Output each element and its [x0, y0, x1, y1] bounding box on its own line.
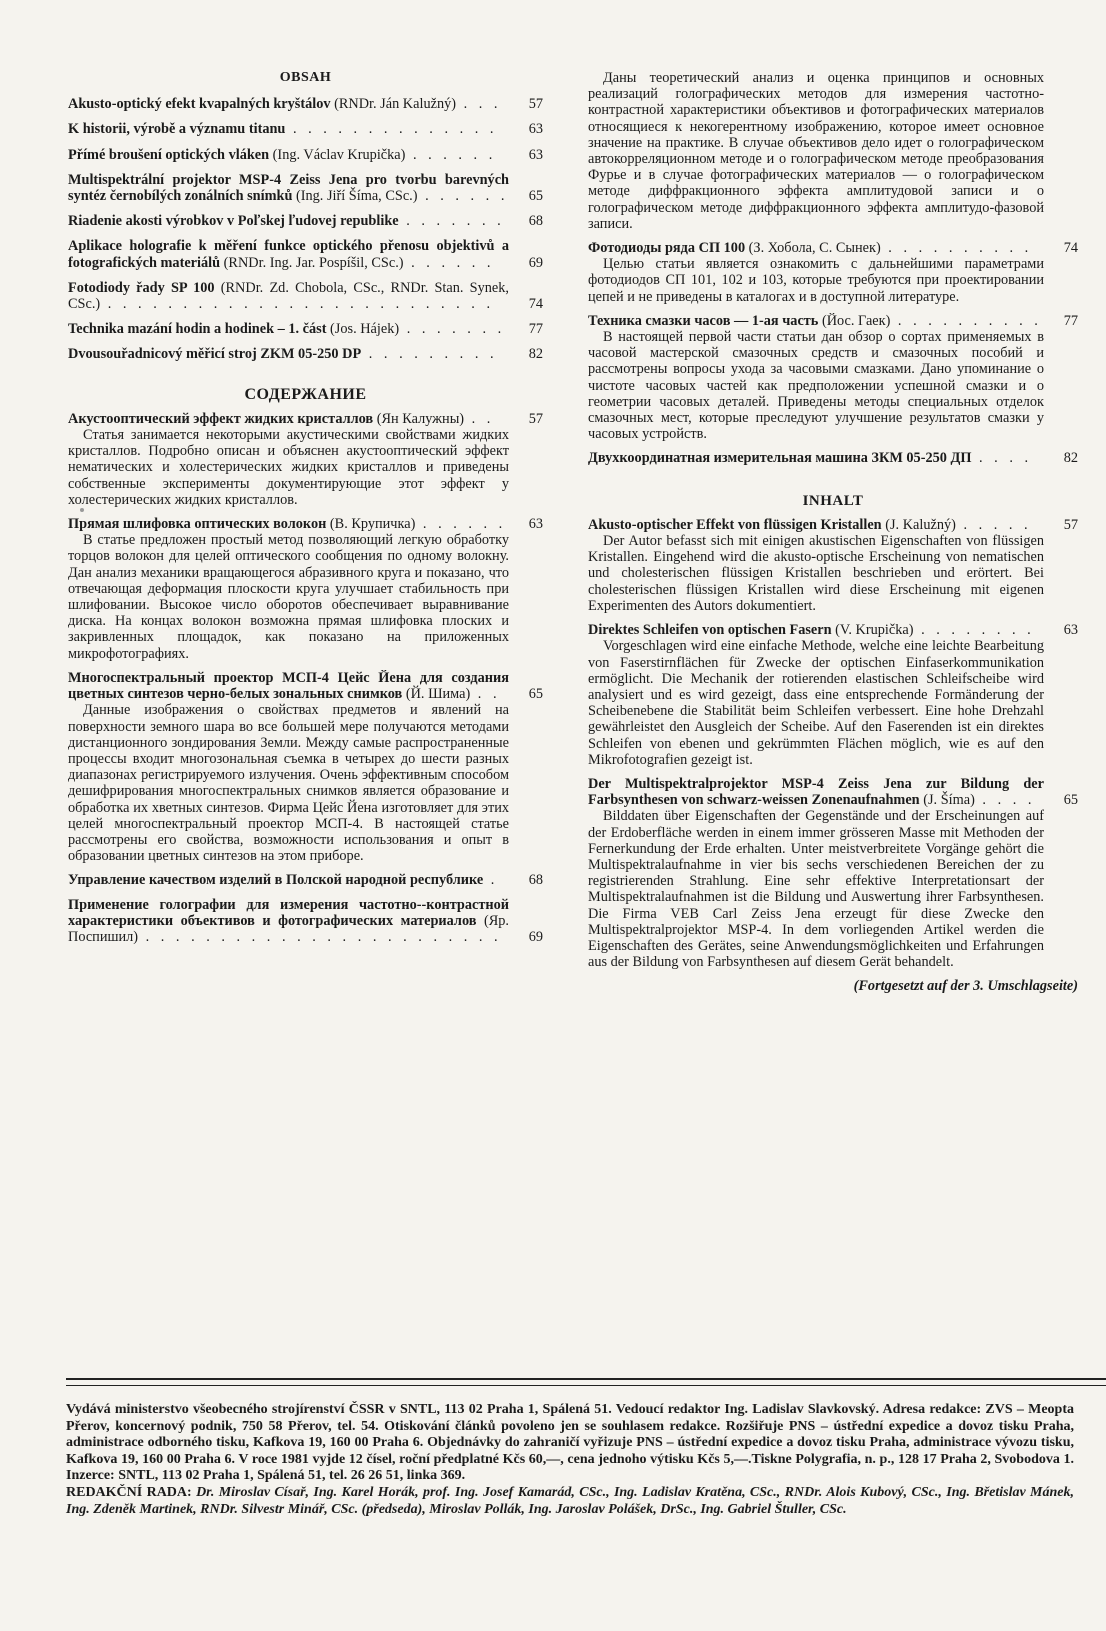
- editorial-board-members: Dr. Miroslav Císař, Ing. Karel Horák, prof. Ing. Josef Kamarád, CSc., Ing. Ladislav Kratěna, CSc., RNDr. Alois Kubový, CSc., Ing. Břetislav Mánek, Ing. Zdeněk Martinek, RNDr. Silvestr Minář, CSc. (předseda), Miroslav Pollák, Ing. Jaroslav Polášek, DrSc., Ing. Gabriel Štuller, CSc.: [66, 1484, 1074, 1517]
- ru-intro-abstract: Даны теоретический анализ и оценка принципов и основных реализаций голографических методов для измерения частотно-контрастной характеристики объективов и фотографических материалов относящиеся к некогерентному изображению, которое имеет основное значение на практике. В случае объективов дело идет о голографическом автокорреляционном методе и о голографическом методе преобразования Фурье и в случае фотографических материалов — о голографическом методе диффракционного эффекта амплитудовой записи и о голографическом методе диффракционного эффекта амплитудо-фазовой записи.: [588, 70, 1044, 232]
- article-abstract: Целью статьи является ознакомить с дальнейшими параметрами фотодиодов СП 101, 102 и 103, которые требуются при проектировании цепей и не приведены в каталогах и в доступной литературе.: [588, 256, 1044, 305]
- toc-entry: [68, 872, 543, 888]
- toc-entry-heading: [68, 213, 543, 229]
- toc-entry-text: [68, 213, 509, 229]
- article-author: (Ing. Václav Krupička): [269, 146, 406, 163]
- toc-entry-heading: [68, 872, 543, 888]
- leader-dots: . . . . . .: [417, 188, 509, 205]
- leader-dots: .: [483, 872, 499, 889]
- toc-entry-text: [68, 96, 509, 112]
- toc-entry: [68, 96, 543, 112]
- article-title: Direktes Schleifen von optischen Fasern: [588, 622, 832, 639]
- leader-dots: . . . . . .: [403, 254, 495, 271]
- leader-dots: . . . . .: [955, 516, 1032, 533]
- imprint: [66, 1402, 1074, 1518]
- leader-dots: . . . . . . . . . . . . . .: [285, 121, 498, 138]
- page-number: 77: [528, 321, 543, 338]
- toc-entry-text: [68, 516, 509, 532]
- toc-entry: [588, 450, 1078, 466]
- ru-continued-list: [588, 240, 1078, 467]
- page-number: 68: [528, 213, 543, 230]
- toc-entry-text: [588, 240, 1044, 256]
- page-number: 68: [528, 872, 543, 889]
- toc-entry: [68, 238, 543, 270]
- article-author: (Ing. Jiří Šíma, CSc.): [292, 188, 418, 205]
- toc-entry-heading: [68, 516, 543, 532]
- article-abstract: Данные изображения о свойствах предметов и явлений на поверхности земного шара во все большей мере получаются методами дистанционного зондирования Земли. Между самые распространенные процессы входит многозональная съемка в четырех до шести разных диапазонах регистрируемого излучения. Очень эффективным способом дешифрирования многоспектральных снимков является образование и обработка их хветных синтезов. Фирма Цейс Йена изготовляет для этих целей многоспектральный проектор МСП-4. В настоящей статье рассмотрены его свойства, возможности использования и опыт в образовании цветных синтезов на этом приборе.: [68, 702, 509, 865]
- toc-entry-heading: [68, 670, 543, 702]
- article-title: Двухкоординатная измерительная машина ЗКМ 05-250 ДП: [588, 450, 972, 467]
- toc-entry-text: [68, 121, 509, 137]
- leader-dots: . . . . . . .: [398, 213, 505, 230]
- leader-dots: . . . . . . .: [399, 321, 506, 338]
- toc-entry: [68, 516, 543, 662]
- toc-entry: [68, 346, 543, 362]
- obsah-heading: OBSAH: [279, 70, 332, 85]
- soderzhanie-list: [68, 411, 543, 945]
- article-title: Multispektrální projektor MSP-4 Zeiss Jena pro tvorbu barevných syntéz černobílých zonálních snímků: [68, 171, 509, 205]
- article-title: Riadenie akosti výrobkov v Poľskej ľudovej republike: [68, 213, 399, 230]
- leader-dots: . . . . . .: [405, 146, 497, 163]
- toc-entry-text: [68, 872, 509, 888]
- toc-entry-text: [588, 450, 1044, 466]
- article-title: K historii, výrobě a významu titanu: [68, 121, 286, 138]
- article-title: Fotodiody řady SP 100: [68, 279, 215, 296]
- toc-entry-heading: [588, 313, 1078, 329]
- article-title: Aplikace holografie k měření funkce optického přenosu objektivů a fotografických materiálů: [68, 238, 509, 271]
- toc-entry-heading: [68, 172, 543, 204]
- article-title: Управление качеством изделий в Полской народной республике: [68, 872, 484, 889]
- toc-entry: [588, 776, 1078, 970]
- editorial-board-label: REDAKČNÍ RADA:: [66, 1484, 192, 1500]
- toc-entry: [68, 280, 543, 312]
- article-author: (Йос. Гаек): [818, 312, 891, 329]
- toc-entry: [68, 213, 543, 229]
- footer-rule: [66, 1378, 1106, 1380]
- article-author: (V. Krupička): [831, 622, 914, 639]
- toc-entry-heading: [588, 622, 1078, 638]
- toc-entry: [68, 897, 543, 946]
- leader-dots: . . .: [456, 96, 502, 113]
- toc-entry: [588, 313, 1078, 443]
- article-author: (З. Хобола, С. Сынек): [745, 240, 881, 257]
- toc-entry-heading: [588, 776, 1078, 808]
- leader-dots: . .: [464, 410, 495, 427]
- article-author: (RNDr. Ing. Jar. Pospíšil, CSc.): [220, 254, 404, 271]
- editorial-board: [66, 1485, 1074, 1518]
- toc-entry-text: [68, 411, 509, 427]
- imprint-text: Vydává ministerstvo všeobecného strojírenství ČSSR v SNTL, 113 02 Praha 1, Spálená 51. Vedoucí redaktor Ing. Ladislav Slavkovský. Adresa redakce: ZVS – Meopta Přerov, koncernový podnik, 750 58 Přerov, tel. 54. Otiskování článků povoleno jen se souhlasem redakce. Rozšiřuje PNS – ústřední expedice a dovoz tisku Praha, administrace odborného tisku, Kafkova 19, 160 00 Praha 6. Objednávky do zahraničí vyřizuje PNS – ústřední expedice a dovoz tisku Praha, administrace vývozu tisku, Kafkova 19, 160 00 Praha 6. V roce 1981 vyjde 12 čísel, roční předplatné Kčs 60,—, cena jednoho výtisku Kčs 5,—.Tiskne Polygrafia, n. p., 128 17 Praha 2, Svobodova 1. Inzerce: SNTL, 113 02 Praha 1, Spálená 51, tel. 26 26 51, linka 369.: [66, 1402, 1074, 1484]
- page-number: 77: [1063, 312, 1078, 329]
- page-number: 57: [528, 410, 543, 427]
- toc-entry-text: [588, 313, 1044, 329]
- toc-entry: [588, 517, 1078, 614]
- article-author: (Яр. Поспишил): [68, 912, 509, 945]
- toc-entry-heading: [68, 321, 543, 337]
- toc-entry-heading: [68, 147, 543, 163]
- article-author: (Й. Шима): [402, 686, 471, 703]
- print-speck: [80, 508, 84, 512]
- page-number: 65: [1063, 792, 1078, 809]
- article-title: Der Multispektralprojektor MSP-4 Zeiss Jena zur Bildung der Farbsynthesen von schwarz-weissen Zonenaufnahmen: [588, 775, 1044, 809]
- toc-entry: [68, 321, 543, 337]
- article-title: Přímé broušení optických vláken: [68, 146, 270, 163]
- toc-entry-heading: [68, 280, 543, 312]
- page-number: 74: [528, 296, 543, 313]
- page-number: 69: [528, 928, 543, 945]
- article-abstract: Статья занимается некоторыми акустическими свойствами жидких кристаллов. Подробно описан и объяснен акустооптический эффект нематических и холестерических жидких кристаллов и приведены собственные эксперименты документирующие этот эффект у холестерических жидких кристаллов.: [68, 427, 509, 508]
- page-number: 63: [528, 516, 543, 533]
- footer-rule-thin: [66, 1385, 1106, 1386]
- toc-entry-text: [68, 280, 509, 312]
- inhalt-heading: INHALT: [802, 492, 864, 509]
- toc-entry: [68, 411, 543, 508]
- leader-dots: . . . . . . . . . . . . . . . . . . . . . . . . . .: [100, 296, 495, 313]
- right-column: [588, 70, 1078, 995]
- leader-dots: . .: [470, 686, 501, 703]
- toc-entry-heading: [68, 411, 543, 427]
- article-title: Akusto-optischer Effekt von flüssigen Kristallen: [588, 516, 882, 533]
- article-abstract: Bilddaten über Eigenschaften der Gegenstände und der Erscheinungen auf der Erdoberfläche werden in einem immer grösseren Masse mit Methoden der Fernerkundung der Erde erhalten. Unter meistverbreitete Vorgänge gehört die Multispektralaufnahme in vier bis sechs verschiedenen Bereichen der zu registrierenden Strahlung. Eine sehr effektive Interpretationsart der Multispektralaufnahmen ist die Bildung und Auswertung ihrer Farbsynthesen. Die Firma VEB Carl Zeiss Jena erzeugt für diese Zwecke den Multispektralprojektor MSP-4. In dem vorliegenden Artikel werden die Eigenschaften des Gerätes, seine Anwendungsmöglichkeiten und Erfahrungen aus der Bildung von Farbsynthesen auf diesem Gerät behandelt.: [588, 808, 1044, 971]
- toc-entry: [68, 670, 543, 864]
- toc-entry-heading: [68, 238, 543, 270]
- article-abstract: В настоящей первой части статьи дан обзор о сортах применяемых в часовой мастерской смазочных средств и смазочных пособий и рассмотрены вопросы ухода за часовыми смазками. Дано упоминание о чистоте часовых частей как предположении успешной смазки и о геометрии часовых деталей. Приведены методы специальных отделок смазочных мест, которые преследуют улучшение результатов смазки у часовых устройств.: [588, 329, 1044, 443]
- leader-dots: . . . . . . . . . .: [890, 312, 1042, 329]
- toc-entry-text: [588, 517, 1044, 533]
- article-author: (RNDr. Zd. Chobola, CSc., RNDr. Stan. Synek, CSc.): [68, 279, 509, 313]
- article-title: Многоспектральный проектор МСП-4 Цейс Йена для создания цветных синтезов черно-белых зональных снимков: [68, 669, 509, 703]
- leader-dots: . . . . . . . . .: [361, 346, 498, 363]
- toc-entry: [588, 240, 1078, 305]
- left-column: [68, 70, 543, 953]
- toc-entry-heading: [588, 450, 1078, 466]
- page-number: 65: [528, 188, 543, 205]
- article-title: Akusto-optický efekt kvapalných kryštálov: [68, 96, 331, 113]
- article-title: Прямая шлифовка оптических волокон: [68, 516, 327, 533]
- toc-entry: [68, 121, 543, 137]
- article-title: Техника смазки часов — 1-ая часть: [588, 312, 819, 329]
- leader-dots: . . . . . .: [415, 516, 507, 533]
- page-number: 65: [528, 686, 543, 703]
- toc-entry-text: [588, 776, 1044, 808]
- article-author: (RNDr. Ján Kalužný): [330, 96, 456, 113]
- page-number: 82: [528, 346, 543, 363]
- leader-dots: . . . . . . . . . . . . . . . . . . . . . . . .: [138, 928, 502, 945]
- inhalt-list: [588, 517, 1078, 970]
- leader-dots: . . . . . . . .: [913, 622, 1035, 639]
- toc-entry-heading: [588, 240, 1078, 256]
- page-number: 63: [528, 121, 543, 138]
- article-author: (Ян Калужны): [373, 410, 465, 427]
- toc-entry-text: [68, 238, 509, 270]
- toc-entry-text: [68, 172, 509, 204]
- toc-entry-text: [68, 147, 509, 163]
- toc-entry-heading: [68, 346, 543, 362]
- article-abstract: Vorgeschlagen wird eine einfache Methode, welche eine leichte Bearbeitung von Faserstirnflächen für Zwecke der optischen Einfaserkommunikation ermöglicht. Die Mechanik der rotierenden elastischen Schleifscheibe wird analysiert und es wird gezeigt, dass eine entsprechende Formänderung der Scheibenebene die Stabilität beim Schleifen verbessert. Eine hohe Drehzahl gewährleistet den Ausgleich der Scheibe. Auf den Faserenden ist ein direktes Schleifen von ebenen und gekrümmten Flächen möglich, wie es auf den Mikrofotografien gezeigt ist.: [588, 638, 1044, 768]
- leader-dots: . . . . . . . . . .: [880, 240, 1033, 257]
- page-number: 69: [528, 254, 543, 271]
- toc-entry-text: [588, 622, 1044, 638]
- article-author: (J. Šíma): [919, 792, 975, 809]
- toc-entry-heading: [68, 897, 543, 946]
- toc-entry-heading: [68, 96, 543, 112]
- article-author: (Jos. Hájek): [326, 321, 400, 338]
- leader-dots: . . . .: [971, 450, 1033, 467]
- toc-entry-heading: [588, 517, 1078, 533]
- page-number: 82: [1063, 450, 1078, 467]
- toc-entry-text: [68, 346, 509, 362]
- article-author: (В. Крупичка): [326, 516, 416, 533]
- soderzhanie-heading: СОДЕРЖАНИЕ: [244, 385, 367, 403]
- article-title: Dvousouřadnicový měřicí stroj ZKM 05-250 DP: [68, 346, 362, 363]
- article-abstract: Der Autor befasst sich mit einigen akustischen Eigenschaften von flüssigen Kristallen. Eingehend wird die akusto-optische Erscheinung von nematischen und cholesterischen flüssigen Kristallen beschrieben und erörtert. Bei cholesterischen flüssigen Kristallen wird diese Erscheinung mit eigenen Experimenten des Autors dokumentiert.: [588, 533, 1044, 614]
- article-title: Акустооптический эффект жидких кристаллов: [68, 410, 374, 427]
- continued-note: (Fortgesetzt auf der 3. Umschlagseite): [853, 978, 1078, 995]
- article-author: (J. Kalužný): [881, 516, 956, 533]
- page-number: 57: [1063, 516, 1078, 533]
- article-title: Применение голографии для измерения частотно--контрастной характеристики объективов и фотографических материалов: [68, 896, 509, 929]
- toc-entry-heading: [68, 121, 543, 137]
- toc-entry: [68, 147, 543, 163]
- toc-entry-text: [68, 670, 509, 702]
- page-number: 57: [528, 96, 543, 113]
- leader-dots: . . . .: [974, 792, 1036, 809]
- obsah-list: [68, 96, 543, 362]
- page-number: 63: [528, 146, 543, 163]
- page-number: 74: [1063, 240, 1078, 257]
- toc-entry-text: [68, 897, 509, 946]
- article-title: Technika mazání hodin a hodinek – 1. část: [68, 321, 327, 338]
- toc-entry: [588, 622, 1078, 768]
- article-abstract: В статье предложен простый метод позволяющий легкую обработку торцов волокон для целей оптического сообщения по одному волокну. Дан анализ механики вращающегося абразивного круга и показано, что отвечающая деформация плоскости круга улучшает стабильность при шлифовании. Высокое число оборотов обеспечивает выравнивание диска. На концах волокон возможна прямая шлифовка плоских и закривленных площадок, как показано на приложенных микрофотографиях.: [68, 532, 509, 662]
- toc-entry-text: [68, 321, 509, 337]
- toc-entry: [68, 172, 543, 204]
- article-title: Фотодиоды ряда СП 100: [588, 240, 746, 257]
- page-number: 63: [1063, 622, 1078, 639]
